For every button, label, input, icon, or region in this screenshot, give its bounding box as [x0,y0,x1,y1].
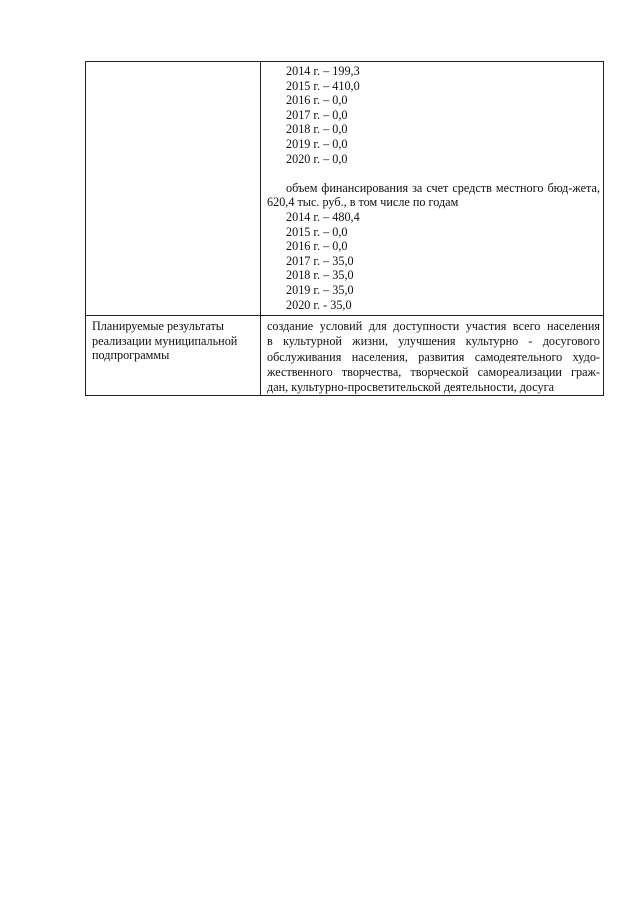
results-row [86,316,604,396]
local-funding-2020: 2020 г. - 35,0 [286,297,352,312]
region-funding-2019: 2019 г. – 0,0 [286,136,348,151]
local-budget-paragraph: объем финансирования за счет средств местного бюд-жета, 620,4 тыс. руб., в том числе по годам [267,180,600,210]
local-funding-2017: 2017 г. – 35,0 [286,253,354,268]
results-label-cell [86,316,261,396]
local-funding-2015: 2015 г. – 0,0 [286,224,348,239]
region-funding-list [261,64,603,166]
blank-line [261,166,603,181]
funding-row-label-cell [86,62,261,316]
region-funding-2017: 2017 г. – 0,0 [286,107,348,122]
local-funding-2016: 2016 г. – 0,0 [286,239,348,254]
results-value-cell [261,316,604,396]
region-funding-2020: 2020 г. – 0,0 [286,151,348,166]
funding-row [86,62,604,316]
local-funding-2019: 2019 г. – 35,0 [286,282,354,297]
results-text [261,316,603,395]
region-funding-2016: 2016 г. – 0,0 [286,93,348,108]
local-funding-2018: 2018 г. – 35,0 [286,268,354,283]
results-line-3: обслуживания населения, развития самодеятельного худо- [267,349,600,364]
funding-row-value-cell [261,62,604,316]
local-funding-2014: 2014 г. – 480,4 [286,209,360,224]
results-line-2: в культурной жизни, улучшения культурно - досугового [267,334,600,349]
region-funding-2018: 2018 г. – 0,0 [286,122,348,137]
results-line-5: дан, культурно-просветительской деятельности, досуга [267,379,555,394]
region-funding-2015: 2015 г. – 410,0 [286,78,360,93]
results-label: Планируемые результаты реализации муниципальной подпрограммы [92,319,238,363]
program-passport-table [85,61,604,396]
region-funding-2014: 2014 г. – 199,3 [286,64,360,78]
results-line-4: жественного творчества, творческой самореализации граж- [267,364,600,379]
local-funding-list [261,210,603,312]
results-line-1: создание условий для доступности участия всего населения [267,319,600,334]
